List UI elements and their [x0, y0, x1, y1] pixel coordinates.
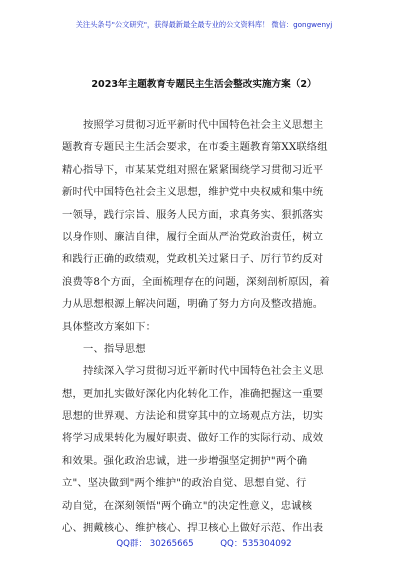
body-line: 心、拥戴核心、维护核心、捍卫核心上做好示范、作出表: [62, 522, 324, 535]
body-line: 想，更加扎实做好深化内化转化工作，准确把握这一重要: [62, 387, 324, 400]
footer-contact: [0, 537, 408, 549]
body-line: 立"、坚决做到"两个维护"的政治自觉、思想自觉、行: [62, 477, 307, 490]
qq-number: QQ：535304092: [220, 539, 292, 549]
body-line: 按照学习贯彻习近平新时代中国特色社会主义思想主: [83, 119, 324, 131]
body-line: 思想的世界观、方法论和贯穿其中的立场观点方法，切实: [62, 410, 324, 423]
body-line: 动自觉，在深刻领悟"两个确立"的决定性意义，忠诚核: [62, 499, 313, 512]
body-line: 精心指导下，市某某党组对照在紧紧围绕学习贯彻习近平: [62, 163, 324, 176]
header-notice: 关注头条号"公文研究"，获得最新最全最专业的公文资料库！ 微信：gongwenyj: [75, 20, 333, 29]
body-line: 新时代中国特色社会主义思想，维护党中央权威和集中统: [62, 186, 324, 199]
document-body: [62, 114, 346, 539]
body-line: 持续深入学习贯彻习近平新时代中国特色社会主义思: [83, 365, 324, 378]
body-line: 以身作则、廉洁自律，履行全面从严治党政治责任，树立: [62, 230, 324, 243]
body-line: 和践行正确的政绩观，党政机关过紧日子、厉行节约反对: [62, 253, 324, 266]
body-line: 浪费等8个方面，全面梳理存在的问题，深刻剖析原因，着: [62, 275, 330, 288]
body-line: 题教育专题民主生活会要求，在市委主题教育第XX联络组: [62, 141, 328, 154]
body-line: 和效果。强化政治忠诚，进一步增强坚定拥护"两个确: [62, 454, 308, 467]
page-title: 2023年主题教育专题民主生活会整改实施方案（2）: [91, 79, 317, 90]
body-line: 具体整改方案如下：: [62, 320, 157, 333]
section-heading: 一、指导思想: [83, 342, 146, 355]
body-line: 力从思想根源上解决问题，明确了努力方向及整改措施。: [62, 298, 324, 311]
body-line: 一领导，践行宗旨、服务人民方面，求真务实、狠抓落实: [62, 208, 324, 221]
qq-group-number: QQ群： 30265665: [116, 539, 194, 549]
body-line: 将学习成果转化为履好职责、做好工作的实际行动、成效: [62, 432, 324, 445]
